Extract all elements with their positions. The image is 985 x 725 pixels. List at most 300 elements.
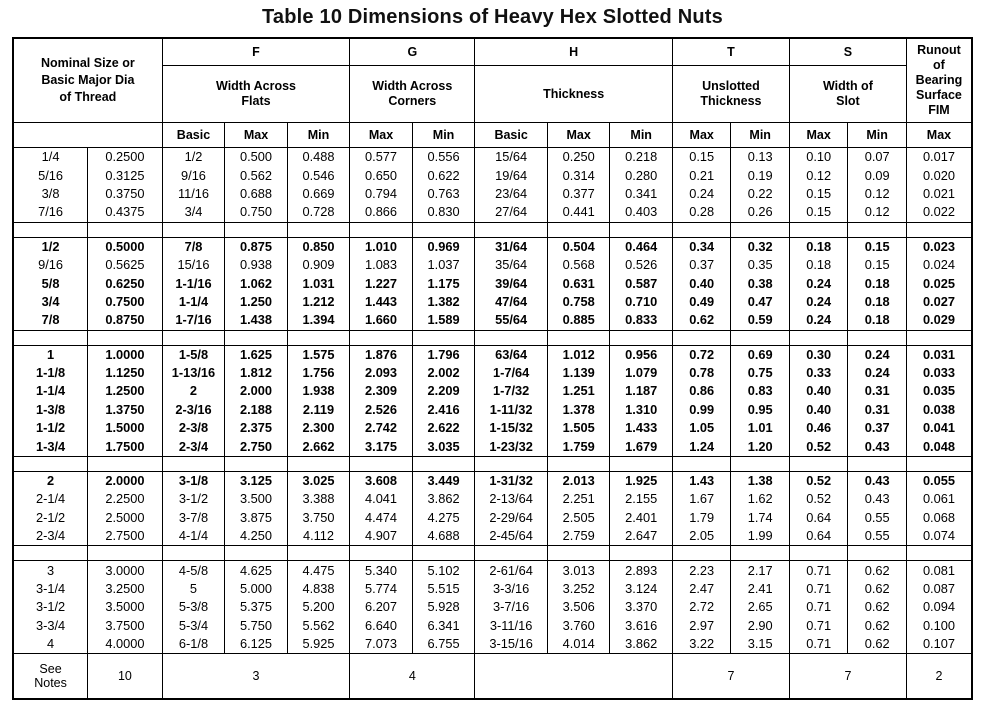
table-cell: 0.19 (731, 166, 790, 184)
notes-s: 7 (789, 654, 906, 700)
separator-cell (475, 456, 548, 471)
table-cell: 4.041 (350, 490, 413, 508)
table-cell: 2.5000 (88, 509, 163, 527)
header-s-name-line2: Slot (836, 94, 860, 108)
table-row (13, 345, 972, 364)
table-cell: 1-5/8 (162, 345, 225, 364)
table-cell: 0.833 (610, 311, 673, 330)
table-cell: 0.794 (350, 185, 413, 203)
table-cell: 0.62 (848, 598, 906, 616)
separator-cell (350, 546, 413, 561)
table-cell: 0.688 (225, 185, 288, 203)
table-row (13, 561, 972, 580)
table-cell: 4-5/8 (162, 561, 225, 580)
header-group-f-name (162, 66, 350, 123)
table-cell: 6.207 (350, 598, 413, 616)
table-cell: 3.22 (672, 635, 730, 654)
table-cell: 0.866 (350, 203, 413, 222)
table-cell: 5.102 (412, 561, 475, 580)
table-row (13, 509, 972, 527)
table-cell: 3.025 (287, 471, 350, 490)
table-cell: 3.608 (350, 471, 413, 490)
table-cell: 2.0000 (88, 471, 163, 490)
table-cell: 0.728 (287, 203, 350, 222)
table-row (13, 401, 972, 419)
table-row (13, 203, 972, 222)
table-cell: 1.227 (350, 274, 413, 292)
table-cell: 1.679 (610, 437, 673, 456)
table-cell: 2.013 (547, 471, 610, 490)
table-cell: 2.90 (731, 617, 790, 635)
table-cell: 3-1/8 (162, 471, 225, 490)
table-cell: 1-15/32 (475, 419, 548, 437)
table-cell: 3/8 (13, 185, 88, 203)
table-cell: 0.64 (789, 527, 847, 546)
table-cell: 9/16 (13, 256, 88, 274)
table-cell: 0.022 (906, 203, 972, 222)
page-title: Table 10 Dimensions of Heavy Hex Slotted Nuts (262, 6, 723, 28)
table-cell: 1.0000 (88, 345, 163, 364)
separator-cell (731, 330, 790, 345)
table-cell: 0.71 (789, 561, 847, 580)
separator-cell (906, 222, 972, 237)
header-runout-line4: Surface (916, 88, 962, 102)
separator-cell (547, 546, 610, 561)
table-cell: 3.506 (547, 598, 610, 616)
table-cell: 0.021 (906, 185, 972, 203)
header-col-t-min: Min (731, 123, 790, 148)
table-cell: 0.341 (610, 185, 673, 203)
table-cell: 0.12 (848, 203, 906, 222)
table-cell: 2 (13, 471, 88, 490)
table-cell: 5.375 (225, 598, 288, 616)
table-cell: 2.23 (672, 561, 730, 580)
separator-cell (475, 330, 548, 345)
table-cell: 3-1/2 (13, 598, 88, 616)
header-col-f-basic: Basic (162, 123, 225, 148)
separator-cell (475, 222, 548, 237)
table-cell: 7/16 (13, 203, 88, 222)
table-cell: 0.95 (731, 401, 790, 419)
table-cell: 1.079 (610, 364, 673, 382)
separator-cell (88, 546, 163, 561)
table-row (13, 437, 972, 456)
header-col-t-max: Max (672, 123, 730, 148)
header-g-name-line1: Width Across (372, 79, 453, 93)
table-cell: 1.67 (672, 490, 730, 508)
table-block (13, 148, 972, 223)
separator-cell (547, 456, 610, 471)
table-cell: 0.314 (547, 166, 610, 184)
table-cell: 3.862 (412, 490, 475, 508)
table-cell: 1.012 (547, 345, 610, 364)
table-cell: 3.862 (610, 635, 673, 654)
table-cell: 1.925 (610, 471, 673, 490)
header-col-s-max: Max (789, 123, 847, 148)
table-cell: 31/64 (475, 237, 548, 256)
table-cell: 0.15 (789, 185, 847, 203)
table-cell: 5.200 (287, 598, 350, 616)
table-cell: 0.40 (789, 382, 847, 400)
table-cell: 1.139 (547, 364, 610, 382)
header-group-h-letter: H (475, 38, 673, 66)
table-cell: 3.0000 (88, 561, 163, 580)
table-cell: 0.577 (350, 148, 413, 167)
table-cell: 0.40 (672, 274, 730, 292)
table-cell: 1.7500 (88, 437, 163, 456)
table-cell: 0.033 (906, 364, 972, 382)
table-cell: 0.15 (848, 237, 906, 256)
table-cell: 1.382 (412, 293, 475, 311)
table-cell: 0.938 (225, 256, 288, 274)
table-cell: 0.074 (906, 527, 972, 546)
table-cell: 0.403 (610, 203, 673, 222)
table-cell: 0.5000 (88, 237, 163, 256)
separator-cell (672, 456, 730, 471)
separator-cell (610, 222, 673, 237)
table-row (13, 382, 972, 400)
table-cell: 1-7/32 (475, 382, 548, 400)
table-cell: 2.300 (287, 419, 350, 437)
table-cell: 3.616 (610, 617, 673, 635)
table-cell: 0.622 (412, 166, 475, 184)
table-cell: 3-7/8 (162, 509, 225, 527)
table-cell: 0.43 (848, 471, 906, 490)
table-cell: 1-11/32 (475, 401, 548, 419)
table-cell: 1.43 (672, 471, 730, 490)
table-cell: 0.75 (731, 364, 790, 382)
table-cell: 3.035 (412, 437, 475, 456)
separator-cell (287, 456, 350, 471)
table-cell: 0.7500 (88, 293, 163, 311)
table-row (13, 293, 972, 311)
table-cell: 0.8750 (88, 311, 163, 330)
table-cell: 4.014 (547, 635, 610, 654)
table-row (13, 256, 972, 274)
table-cell: 0.556 (412, 148, 475, 167)
table-cell: 27/64 (475, 203, 548, 222)
header-group-g-name (350, 66, 475, 123)
separator-cell (789, 222, 847, 237)
table-cell: 1-1/8 (13, 364, 88, 382)
table-cell: 1.175 (412, 274, 475, 292)
table-cell: 7/8 (162, 237, 225, 256)
table-cell: 5.774 (350, 580, 413, 598)
table-cell: 0.62 (848, 635, 906, 654)
table-cell: 0.546 (287, 166, 350, 184)
table-cell: 0.18 (789, 256, 847, 274)
header-group-g-letter: G (350, 38, 475, 66)
table-cell: 6.341 (412, 617, 475, 635)
notes-h (475, 654, 673, 700)
header-col-f-max: Max (225, 123, 288, 148)
table-cell: 1-13/16 (162, 364, 225, 382)
table-cell: 1.037 (412, 256, 475, 274)
table-cell: 0.71 (789, 635, 847, 654)
table-cell: 0.377 (547, 185, 610, 203)
table-cell: 0.09 (848, 166, 906, 184)
table-cell: 3-1/2 (162, 490, 225, 508)
table-cell: 0.669 (287, 185, 350, 203)
header-col-h-basic: Basic (475, 123, 548, 148)
table-cell: 0.504 (547, 237, 610, 256)
table-cell: 19/64 (475, 166, 548, 184)
separator-cell (287, 546, 350, 561)
notes-label-line2: Notes (34, 676, 67, 691)
header-runout (906, 38, 972, 123)
table-cell: 0.83 (731, 382, 790, 400)
table-cell: 1.20 (731, 437, 790, 456)
table-cell: 4.275 (412, 509, 475, 527)
table-cell: 1.938 (287, 382, 350, 400)
table-cell: 0.020 (906, 166, 972, 184)
notes-f: 3 (162, 654, 350, 700)
separator-cell (848, 330, 906, 345)
table-cell: 0.34 (672, 237, 730, 256)
table-cell: 2.17 (731, 561, 790, 580)
table-cell: 0.31 (848, 401, 906, 419)
table-row (13, 311, 972, 330)
table-cell: 23/64 (475, 185, 548, 203)
table-cell: 2-1/2 (13, 509, 88, 527)
table-cell: 0.43 (848, 490, 906, 508)
table-cell: 0.62 (848, 580, 906, 598)
header-group-s-letter: S (789, 38, 906, 66)
table-cell: 0.18 (848, 274, 906, 292)
separator-cell (225, 222, 288, 237)
table-cell: 0.885 (547, 311, 610, 330)
table-cell: 2.188 (225, 401, 288, 419)
header-runout-line2: of (933, 58, 945, 72)
table-cell: 4 (13, 635, 88, 654)
table-cell: 2.416 (412, 401, 475, 419)
table-cell: 0.18 (848, 311, 906, 330)
table-cell: 1.589 (412, 311, 475, 330)
table-cell: 0.023 (906, 237, 972, 256)
header-nominal-line3: of Thread (59, 90, 117, 104)
table-cell: 0.094 (906, 598, 972, 616)
table-cell: 0.568 (547, 256, 610, 274)
table-cell: 0.850 (287, 237, 350, 256)
table-cell: 5.925 (287, 635, 350, 654)
table-cell: 1.083 (350, 256, 413, 274)
table-cell: 5 (162, 580, 225, 598)
header-group-f-letter: F (162, 38, 350, 66)
table-cell: 3 (13, 561, 88, 580)
table-row (13, 419, 972, 437)
table-cell: 0.587 (610, 274, 673, 292)
table-cell: 1-1/2 (13, 419, 88, 437)
separator-cell (475, 546, 548, 561)
separator-cell (610, 456, 673, 471)
table-cell: 0.3750 (88, 185, 163, 203)
header-g-name-line2: Corners (388, 94, 437, 108)
table-row (13, 148, 972, 167)
table-cell: 0.07 (848, 148, 906, 167)
table-cell: 1.575 (287, 345, 350, 364)
table-cell: 0.72 (672, 345, 730, 364)
table-cell: 0.46 (789, 419, 847, 437)
table-cell: 0.37 (848, 419, 906, 437)
table-cell: 0.62 (848, 617, 906, 635)
table-cell: 2.401 (610, 509, 673, 527)
table-cell: 0.28 (672, 203, 730, 222)
separator-cell (906, 546, 972, 561)
table-cell: 5.928 (412, 598, 475, 616)
table-cell: 1.812 (225, 364, 288, 382)
header-group-t-name (672, 66, 789, 123)
table-cell: 2.742 (350, 419, 413, 437)
table-cell: 3-7/16 (475, 598, 548, 616)
table-cell: 4.474 (350, 509, 413, 527)
table-cell: 0.99 (672, 401, 730, 419)
table-cell: 0.52 (789, 490, 847, 508)
separator-cell (731, 546, 790, 561)
table-cell: 0.081 (906, 561, 972, 580)
notes-label (13, 654, 88, 700)
header-group-s-name (789, 66, 906, 123)
table-cell: 3.5000 (88, 598, 163, 616)
table-cell: 0.86 (672, 382, 730, 400)
table-cell: 0.763 (412, 185, 475, 203)
table-cell: 2-61/64 (475, 561, 548, 580)
table-cell: 3.449 (412, 471, 475, 490)
table-cell: 0.029 (906, 311, 972, 330)
table-cell: 0.35 (731, 256, 790, 274)
table-cell: 1-7/16 (162, 311, 225, 330)
table-cell: 1-31/32 (475, 471, 548, 490)
table-cell: 0.500 (225, 148, 288, 167)
table-cell: 0.31 (848, 382, 906, 400)
table-cell: 4.0000 (88, 635, 163, 654)
table-cell: 0.464 (610, 237, 673, 256)
table-cell: 3.388 (287, 490, 350, 508)
table-cell: 5/8 (13, 274, 88, 292)
table-cell: 1.310 (610, 401, 673, 419)
table-cell: 2.119 (287, 401, 350, 419)
table-cell: 0.107 (906, 635, 972, 654)
table-cell: 3.875 (225, 509, 288, 527)
table-cell: 3.125 (225, 471, 288, 490)
table-cell: 0.38 (731, 274, 790, 292)
table-cell: 2.7500 (88, 527, 163, 546)
separator-cell (789, 456, 847, 471)
header-f-name-line2: Flats (241, 94, 271, 108)
header-col-g-max: Max (350, 123, 413, 148)
separator-cell (610, 546, 673, 561)
table-cell: 3.124 (610, 580, 673, 598)
separator-cell (162, 546, 225, 561)
table-cell: 35/64 (475, 256, 548, 274)
table-cell: 0.22 (731, 185, 790, 203)
table-cell: 6.755 (412, 635, 475, 654)
separator-cell (225, 546, 288, 561)
table-cell: 2 (162, 382, 225, 400)
table-cell: 2.97 (672, 617, 730, 635)
table-cell: 1.031 (287, 274, 350, 292)
separator-cell (672, 330, 730, 345)
table-cell: 2.759 (547, 527, 610, 546)
table-cell: 2.893 (610, 561, 673, 580)
table-cell: 1.394 (287, 311, 350, 330)
table-row (13, 527, 972, 546)
table-cell: 6-1/8 (162, 635, 225, 654)
table-cell: 0.64 (789, 509, 847, 527)
table-cell: 7/8 (13, 311, 88, 330)
header-runout-line3: Bearing (915, 73, 963, 87)
header-t-name-line2: Thickness (700, 94, 762, 108)
table-cell: 1.796 (412, 345, 475, 364)
separator-cell (547, 330, 610, 345)
table-cell: 0.12 (848, 185, 906, 203)
table-cell: 1.5000 (88, 419, 163, 437)
table-row (13, 166, 972, 184)
table-cell: 1.062 (225, 274, 288, 292)
table-cell: 0.068 (906, 509, 972, 527)
table-cell: 2.375 (225, 419, 288, 437)
table-cell: 0.956 (610, 345, 673, 364)
table-cell: 2.750 (225, 437, 288, 456)
table-cell: 0.78 (672, 364, 730, 382)
table-cell: 0.30 (789, 345, 847, 364)
table-cell: 1-23/32 (475, 437, 548, 456)
separator-cell (350, 222, 413, 237)
separator-cell (88, 222, 163, 237)
table-cell: 3.175 (350, 437, 413, 456)
table-cell: 5/16 (13, 166, 88, 184)
table-cell: 0.562 (225, 166, 288, 184)
table-cell: 0.055 (906, 471, 972, 490)
separator-cell (672, 222, 730, 237)
table-cell: 0.280 (610, 166, 673, 184)
table-cell: 4.112 (287, 527, 350, 546)
table-cell: 0.250 (547, 148, 610, 167)
table-cell: 0.025 (906, 274, 972, 292)
table-cell: 2-3/4 (13, 527, 88, 546)
table-cell: 0.24 (789, 274, 847, 292)
table-cell: 2.309 (350, 382, 413, 400)
table-cell: 0.441 (547, 203, 610, 222)
table-cell: 0.15 (789, 203, 847, 222)
table-cell: 0.024 (906, 256, 972, 274)
table-cell: 1.505 (547, 419, 610, 437)
table-cell: 5.000 (225, 580, 288, 598)
header-col-h-max: Max (547, 123, 610, 148)
table-cell: 0.061 (906, 490, 972, 508)
header-col-g-min: Min (412, 123, 475, 148)
table-cell: 2.05 (672, 527, 730, 546)
table-cell: 0.24 (848, 364, 906, 382)
table-cell: 4.475 (287, 561, 350, 580)
table-cell: 3.15 (731, 635, 790, 654)
notes-g: 4 (350, 654, 475, 700)
table-cell: 63/64 (475, 345, 548, 364)
table-cell: 0.69 (731, 345, 790, 364)
table-cell: 0.71 (789, 598, 847, 616)
table-cell: 6.640 (350, 617, 413, 635)
table-cell: 9/16 (162, 166, 225, 184)
table-cell: 0.488 (287, 148, 350, 167)
header-col-h-min: Min (610, 123, 673, 148)
table-cell: 2.505 (547, 509, 610, 527)
block-separator (13, 222, 972, 237)
separator-cell (848, 456, 906, 471)
table-cell: 0.2500 (88, 148, 163, 167)
table-cell: 0.32 (731, 237, 790, 256)
table-cell: 2.093 (350, 364, 413, 382)
table-cell: 1.187 (610, 382, 673, 400)
notes-nominal: 10 (88, 654, 163, 700)
